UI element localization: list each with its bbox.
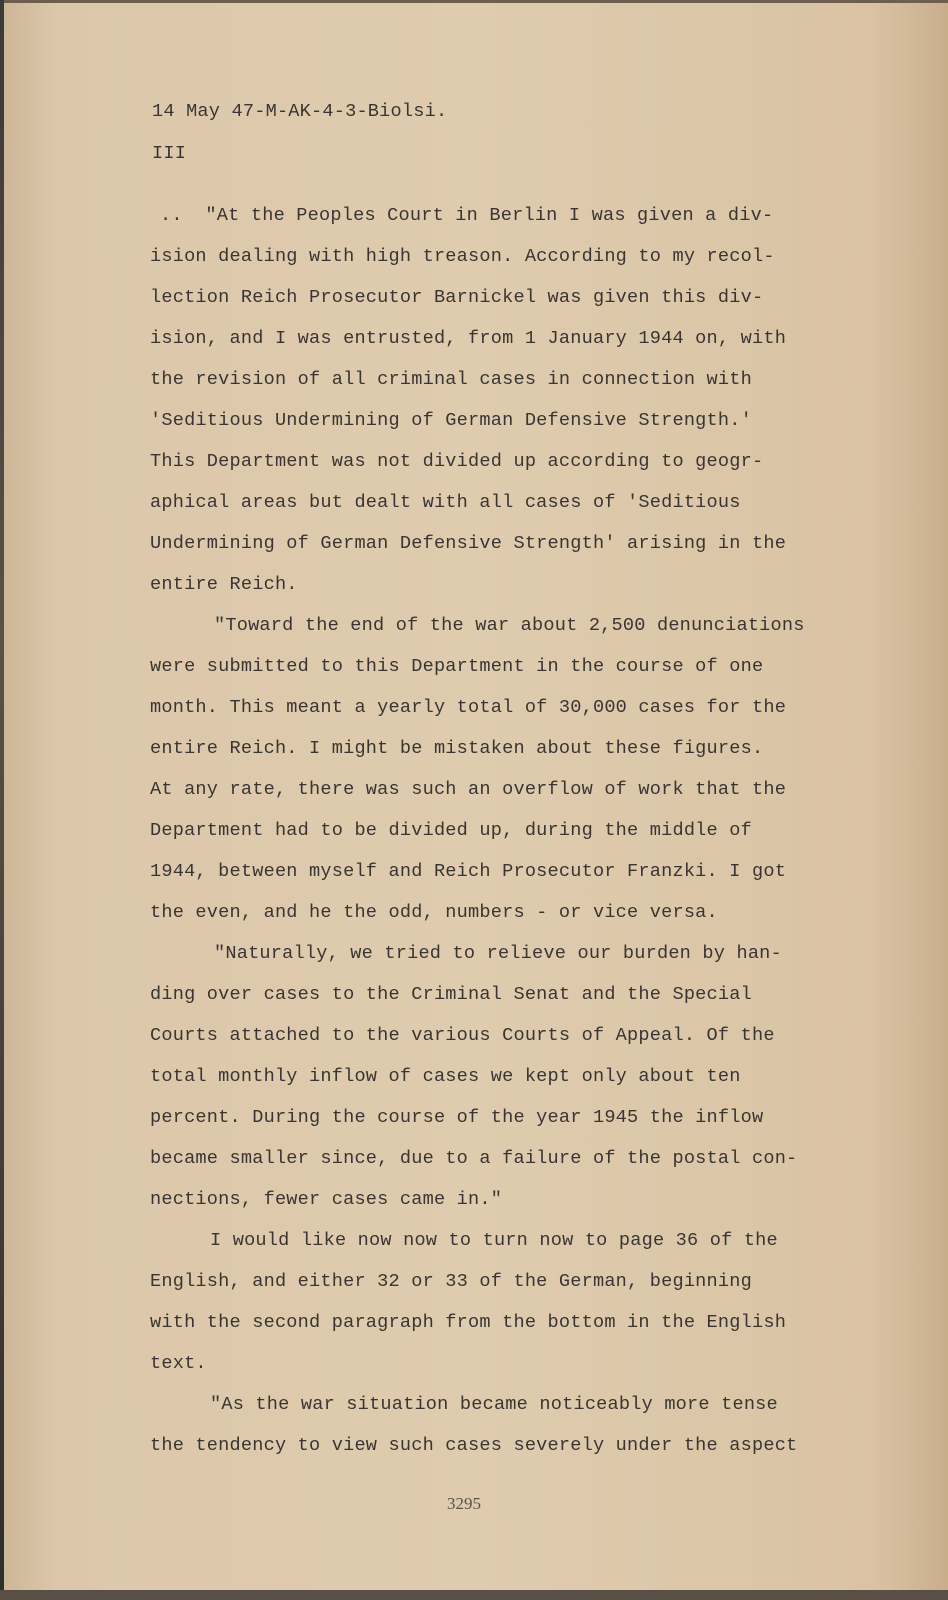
text-line: "As the war situation became noticeably more tense bbox=[210, 1394, 778, 1415]
text-line: "Toward the end of the war about 2,500 denunciations bbox=[214, 615, 805, 636]
text-line: .. "At the Peoples Court in Berlin I was given a div- bbox=[160, 205, 774, 226]
text-line: lection Reich Prosecutor Barnickel was given this div- bbox=[150, 287, 764, 308]
text-line: total monthly inflow of cases we kept only about ten bbox=[150, 1066, 741, 1087]
text-line: ision, and I was entrusted, from 1 January 1944 on, with bbox=[150, 328, 787, 349]
text-line: the tendency to view such cases severely under the aspect bbox=[150, 1435, 798, 1456]
text-line: entire Reich. I might be mistaken about these figures. bbox=[150, 738, 764, 759]
text-line: entire Reich. bbox=[150, 574, 298, 595]
page-number: 3295 bbox=[447, 1494, 481, 1513]
text-line: aphical areas but dealt with all cases of 'Seditious bbox=[150, 492, 741, 513]
text-line: Department had to be divided up, during the middle of bbox=[150, 820, 752, 841]
text-line: with the second paragraph from the bottom in the English bbox=[150, 1312, 787, 1333]
text-line: At any rate, there was such an overflow of work that the bbox=[150, 779, 787, 800]
text-line: became smaller since, due to a failure of the postal con- bbox=[150, 1148, 798, 1169]
text-line: the revision of all criminal cases in connection with bbox=[150, 369, 752, 390]
document-id-line: 14 May 47-M-AK-4-3-Biolsi. bbox=[152, 101, 448, 122]
text-line: "Naturally, we tried to relieve our burden by han- bbox=[214, 943, 782, 964]
text-line: text. bbox=[150, 1353, 207, 1374]
text-line: percent. During the course of the year 1945 the inflow bbox=[150, 1107, 764, 1128]
text-line: month. This meant a yearly total of 30,000 cases for the bbox=[150, 697, 787, 718]
text-line: Courts attached to the various Courts of Appeal. Of the bbox=[150, 1025, 775, 1046]
text-line: I would like now now to turn now to page 36 of the bbox=[210, 1230, 778, 1251]
section-numeral: III bbox=[152, 143, 187, 164]
text-line: ision dealing with high treason. According to my recol- bbox=[150, 246, 775, 267]
text-line: the even, and he the odd, numbers - or vice versa. bbox=[150, 902, 718, 923]
text-line: ding over cases to the Criminal Senat and the Special bbox=[150, 984, 752, 1005]
text-line: were submitted to this Department in the course of one bbox=[150, 656, 764, 677]
text-line: English, and either 32 or 33 of the German, beginning bbox=[150, 1271, 752, 1292]
text-line: Undermining of German Defensive Strength' arising in the bbox=[150, 533, 787, 554]
text-line: 1944, between myself and Reich Prosecutor Franzki. I got bbox=[150, 861, 787, 882]
text-line: 'Seditious Undermining of German Defensive Strength.' bbox=[150, 410, 752, 431]
text-line: This Department was not divided up according to geogr- bbox=[150, 451, 764, 472]
text-line: nections, fewer cases came in." bbox=[150, 1189, 503, 1210]
page-bottom-edge bbox=[0, 1590, 948, 1600]
